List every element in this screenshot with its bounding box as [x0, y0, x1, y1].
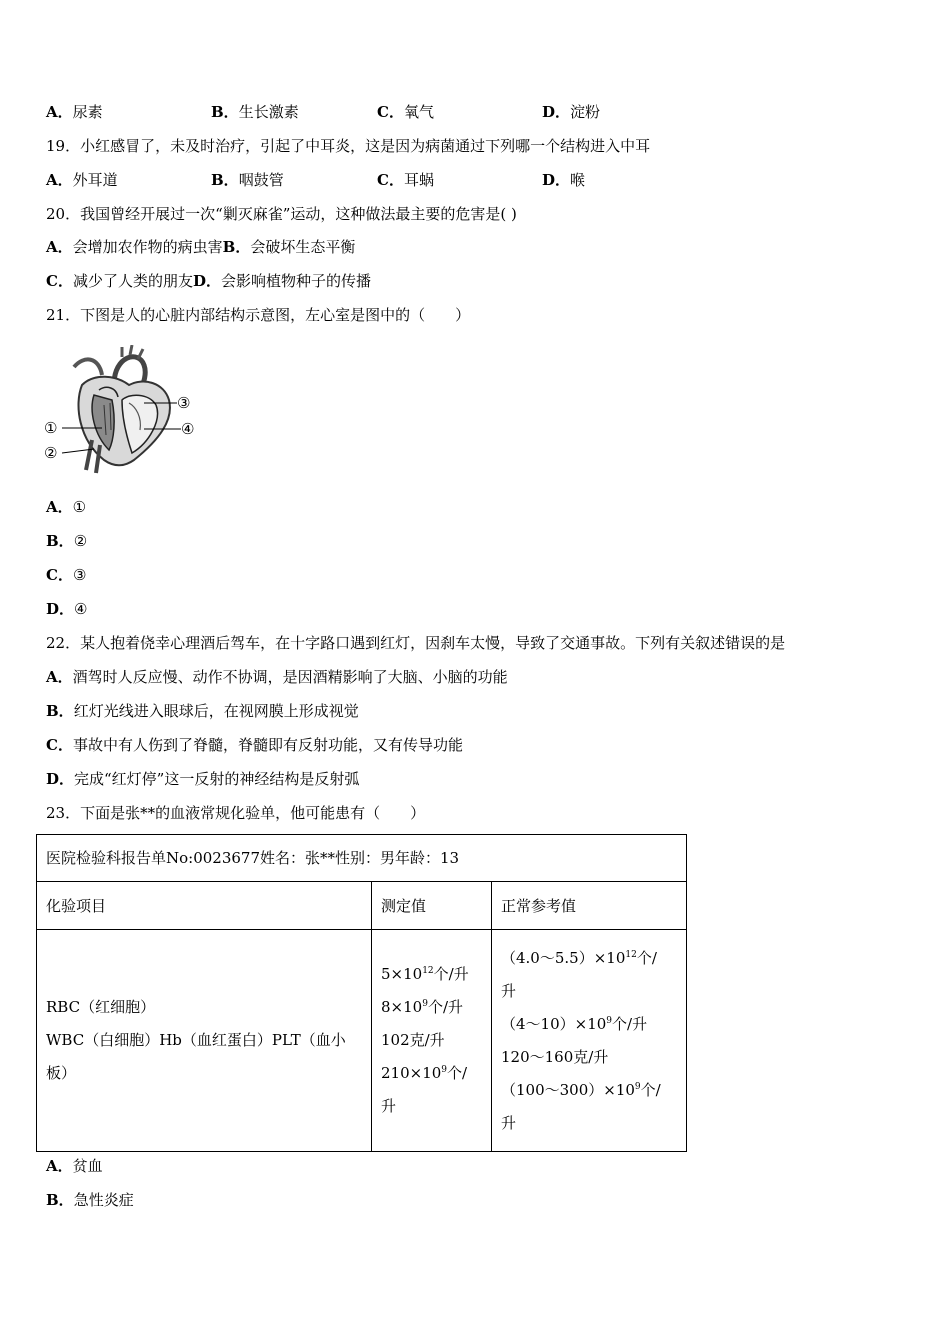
q18-option-a: A．尿素: [46, 103, 103, 121]
q18-option-c: C．氧气: [377, 103, 434, 121]
diagram-label-2: ②: [44, 444, 58, 462]
q21-option-b: B．②: [46, 532, 88, 550]
items-line: RBC（红细胞）: [46, 998, 156, 1016]
ref-hb: 120～160克/升: [501, 1047, 609, 1066]
q23-stem: 23．下面是张**的血液常规化验单，他可能患有（ ）: [46, 804, 426, 822]
value-plt-tail: 升: [381, 1097, 397, 1115]
q21-option-a: A．①: [46, 498, 87, 516]
q23-option-a: A．贫血: [46, 1157, 103, 1175]
q19-option-a: A．外耳道: [46, 171, 118, 189]
heart-illustration: [44, 345, 204, 475]
q22-option-c: C．事故中有人伤到了脊髓，脊髓即有反射功能，又有传导功能: [46, 736, 463, 754]
q20-options-cd: C．减少了人类的朋友D．会影响植物种子的传播: [46, 272, 371, 290]
column-header-reference: 正常参考值: [492, 882, 687, 930]
ref-rbc: $(4.0\sim 5.5)\times 10^{12}$个/: [501, 948, 657, 967]
q18-option-b: B．生长激素: [211, 103, 299, 121]
q18-option-d: D．淀粉: [542, 103, 601, 121]
ref-plt-tail: 升: [501, 1113, 517, 1132]
column-header-item: 化验项目: [37, 882, 372, 930]
q19-option-c: C．耳蜗: [377, 171, 434, 189]
ref-wbc: $(4\sim 10)\times 10^9$个/升: [501, 1014, 648, 1033]
q19-stem: 19．小红感冒了，未及时治疗，引起了中耳炎，这是因为病菌通过下列哪一个结构进入中耳: [46, 137, 651, 155]
diagram-label-4: ④: [181, 420, 195, 438]
q20-stem: 20．我国曾经开展过一次“剿灭麻雀”运动，这种做法最主要的危害是( ): [46, 205, 517, 223]
q20-options-ab: A．会增加农作物的病虫害B．会破坏生态平衡: [46, 238, 356, 256]
value-wbc: $8\times 10^9$个/升: [381, 998, 463, 1016]
q21-option-d: D．④: [46, 600, 88, 618]
q23-option-b: B．急性炎症: [46, 1191, 134, 1209]
q19-option-b: B．咽鼓管: [211, 171, 284, 189]
diagram-label-3: ③: [177, 394, 191, 412]
q22-option-a: A．酒驾时人反应慢、动作不协调，是因酒精影响了大脑、小脑的功能: [46, 668, 508, 686]
q19-option-d: D．喉: [542, 171, 586, 189]
q21-stem: 21．下图是人的心脏内部结构示意图，左心室是图中的（ ）: [46, 306, 471, 324]
cell-reference: [492, 930, 687, 1152]
report-header: 医院检验科报告单No:0023677姓名：张**性别：男年龄：13: [37, 835, 687, 882]
q22-option-b: B．红灯光线进入眼球后，在视网膜上形成视觉: [46, 702, 359, 720]
diagram-label-1: ①: [44, 419, 58, 437]
items-line: 板）: [46, 1064, 77, 1082]
ref-plt: $(100\sim 300)\times 10^9$个/: [501, 1080, 661, 1099]
q22-option-d: D．完成“红灯停”这一反射的神经结构是反射弧: [46, 770, 360, 788]
value-rbc: $5\times 10^{12}$个/升: [381, 965, 469, 983]
value-plt: $210\times 10^9$个/: [381, 1064, 468, 1082]
value-hb: 102克/升: [381, 1031, 445, 1049]
items-line: WBC（白细胞）Hb（血红蛋白）PLT（血小: [46, 1031, 346, 1049]
ref-rbc-tail: 升: [501, 981, 517, 1000]
q21-option-c: C．③: [46, 566, 87, 584]
cell-values: [372, 930, 492, 1152]
column-header-value: 测定值: [372, 882, 492, 930]
q22-stem: 22．某人抱着侥幸心理酒后驾车，在十字路口遇到红灯，因刹车太慢，导致了交通事故。下列有关叙述错误的是: [46, 634, 786, 652]
blood-report-table: [36, 834, 687, 1152]
heart-diagram: [44, 345, 204, 475]
cell-items: [37, 930, 372, 1152]
